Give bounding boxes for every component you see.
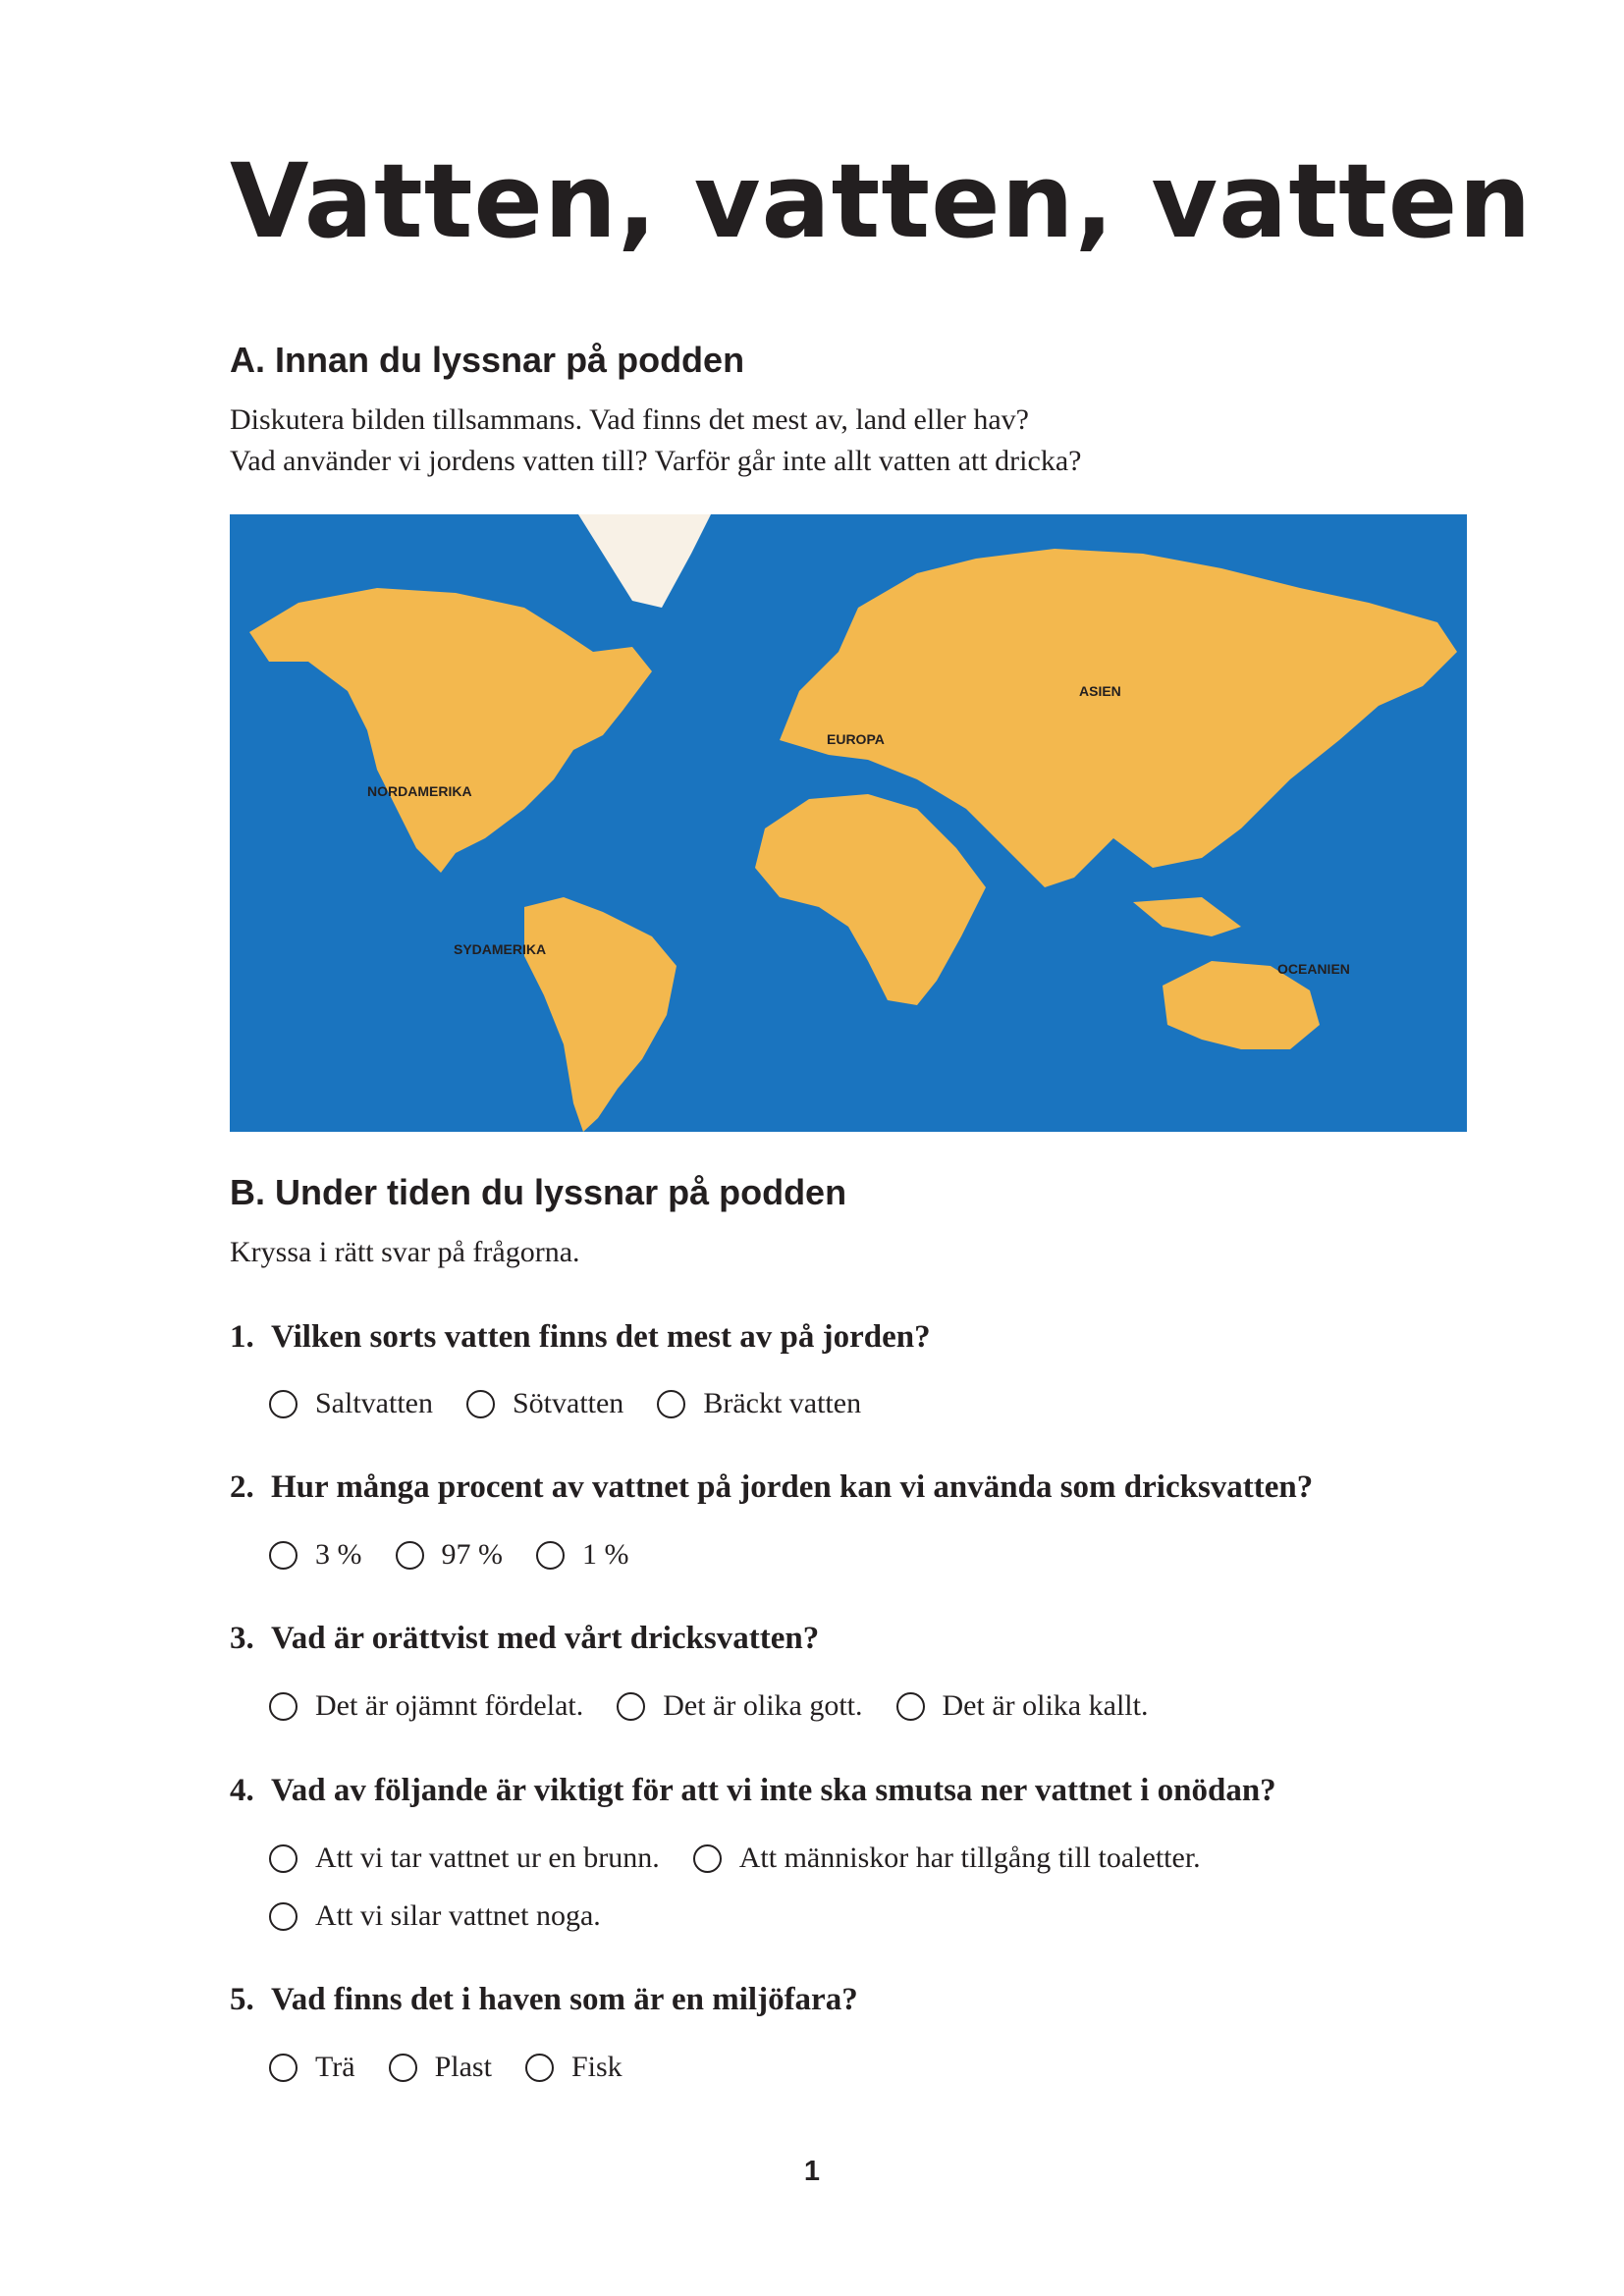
map-label-south-america: SYDAMERIKA [454, 941, 547, 957]
option-label: Fisk [570, 2051, 623, 2083]
radio-circle-icon[interactable] [269, 1692, 298, 1721]
section-a-line-1: Diskutera bilden tillsammans. Vad finns det mest av, land eller hav? [230, 403, 1029, 436]
question-text: Vilken sorts vatten finns det mest av på jorden? [271, 1319, 931, 1355]
option-label: 3 % [315, 1538, 362, 1571]
radio-circle-icon[interactable] [693, 1844, 722, 1873]
radio-circle-icon[interactable] [269, 2054, 298, 2082]
radio-circle-icon[interactable] [525, 2054, 554, 2082]
radio-circle-icon[interactable] [617, 1692, 645, 1721]
q2-option-3[interactable] [536, 1537, 629, 1573]
world-map [230, 514, 1467, 1132]
map-label-north-america: NORDAMERIKA [367, 783, 472, 799]
question-4-options-row-2 [269, 1898, 601, 1934]
radio-circle-icon[interactable] [269, 1390, 298, 1418]
question-text: Vad är orättvist med vårt dricksvatten? [271, 1621, 820, 1656]
radio-circle-icon[interactable] [466, 1390, 495, 1418]
radio-circle-icon[interactable] [396, 1541, 424, 1570]
question-4-options-row-1 [269, 1841, 1201, 1876]
question-5-options [269, 2050, 623, 2085]
option-label: Sötvatten [512, 1387, 624, 1419]
option-label: 1 % [582, 1538, 629, 1571]
section-b-heading: B. Under tiden du lyssnar på podden [230, 1172, 847, 1212]
radio-circle-icon[interactable] [896, 1692, 925, 1721]
question-3-options [269, 1688, 1148, 1724]
section-a-heading: A. Innan du lyssnar på podden [230, 340, 745, 380]
map-label-europe: EUROPA [827, 731, 885, 747]
question-number: 4. [230, 1773, 254, 1808]
question-5 [230, 1981, 858, 2020]
radio-circle-icon[interactable] [269, 1844, 298, 1873]
q4-option-1[interactable] [269, 1841, 660, 1876]
map-label-oceania: OCEANIEN [1277, 961, 1350, 977]
radio-circle-icon[interactable] [536, 1541, 565, 1570]
question-number: 1. [230, 1319, 254, 1355]
option-label: Att människor har tillgång till toaletter. [738, 1842, 1201, 1874]
q2-option-1[interactable] [269, 1537, 362, 1573]
question-text: Hur många procent av vattnet på jorden kan vi använda som dricksvatten? [271, 1469, 1314, 1505]
radio-circle-icon[interactable] [269, 1541, 298, 1570]
option-label: Trä [315, 2051, 355, 2083]
page-title: Vatten, vatten, vatten [230, 141, 1533, 261]
option-label: Att vi tar vattnet ur en brunn. [315, 1842, 660, 1874]
option-label: Saltvatten [315, 1387, 433, 1419]
question-number: 3. [230, 1621, 254, 1656]
q2-option-2[interactable] [396, 1537, 504, 1573]
question-number: 2. [230, 1469, 254, 1505]
question-1-options [269, 1386, 861, 1421]
q1-option-1[interactable] [269, 1386, 433, 1421]
question-text: Vad finns det i haven som är en miljöfara? [271, 1982, 858, 2017]
q1-option-2[interactable] [466, 1386, 623, 1421]
radio-circle-icon[interactable] [269, 1902, 298, 1931]
option-label: Det är olika kallt. [942, 1689, 1149, 1722]
q3-option-2[interactable] [617, 1688, 862, 1724]
question-number: 5. [230, 1982, 254, 2017]
q1-option-3[interactable] [657, 1386, 861, 1421]
radio-circle-icon[interactable] [657, 1390, 685, 1418]
question-2 [230, 1468, 1313, 1508]
option-label: Plast [434, 2051, 492, 2083]
option-label: Det är olika gott. [663, 1689, 863, 1722]
question-4 [230, 1772, 1276, 1811]
page-number: 1 [803, 2156, 821, 2187]
q3-option-3[interactable] [896, 1688, 1149, 1724]
option-label: Att vi silar vattnet noga. [315, 1899, 601, 1932]
question-1 [230, 1318, 931, 1358]
q4-option-3[interactable] [269, 1898, 601, 1934]
map-label-asia: ASIEN [1079, 683, 1121, 699]
q5-option-3[interactable] [525, 2050, 623, 2085]
question-2-options [269, 1537, 629, 1573]
section-a-line-2: Vad använder vi jordens vatten till? Varför går inte allt vatten att dricka? [230, 445, 1082, 477]
question-text: Vad av följande är viktigt för att vi inte ska smutsa ner vattnet i onödan? [271, 1773, 1276, 1808]
radio-circle-icon[interactable] [389, 2054, 417, 2082]
option-label: Det är ojämnt fördelat. [315, 1689, 584, 1722]
q4-option-2[interactable] [693, 1841, 1201, 1876]
q5-option-1[interactable] [269, 2050, 355, 2085]
option-label: Bräckt vatten [703, 1387, 862, 1419]
section-b-instruction: Kryssa i rätt svar på frågorna. [230, 1236, 580, 1268]
q3-option-1[interactable] [269, 1688, 583, 1724]
question-3 [230, 1620, 819, 1659]
q5-option-2[interactable] [389, 2050, 492, 2085]
option-label: 97 % [441, 1538, 503, 1571]
